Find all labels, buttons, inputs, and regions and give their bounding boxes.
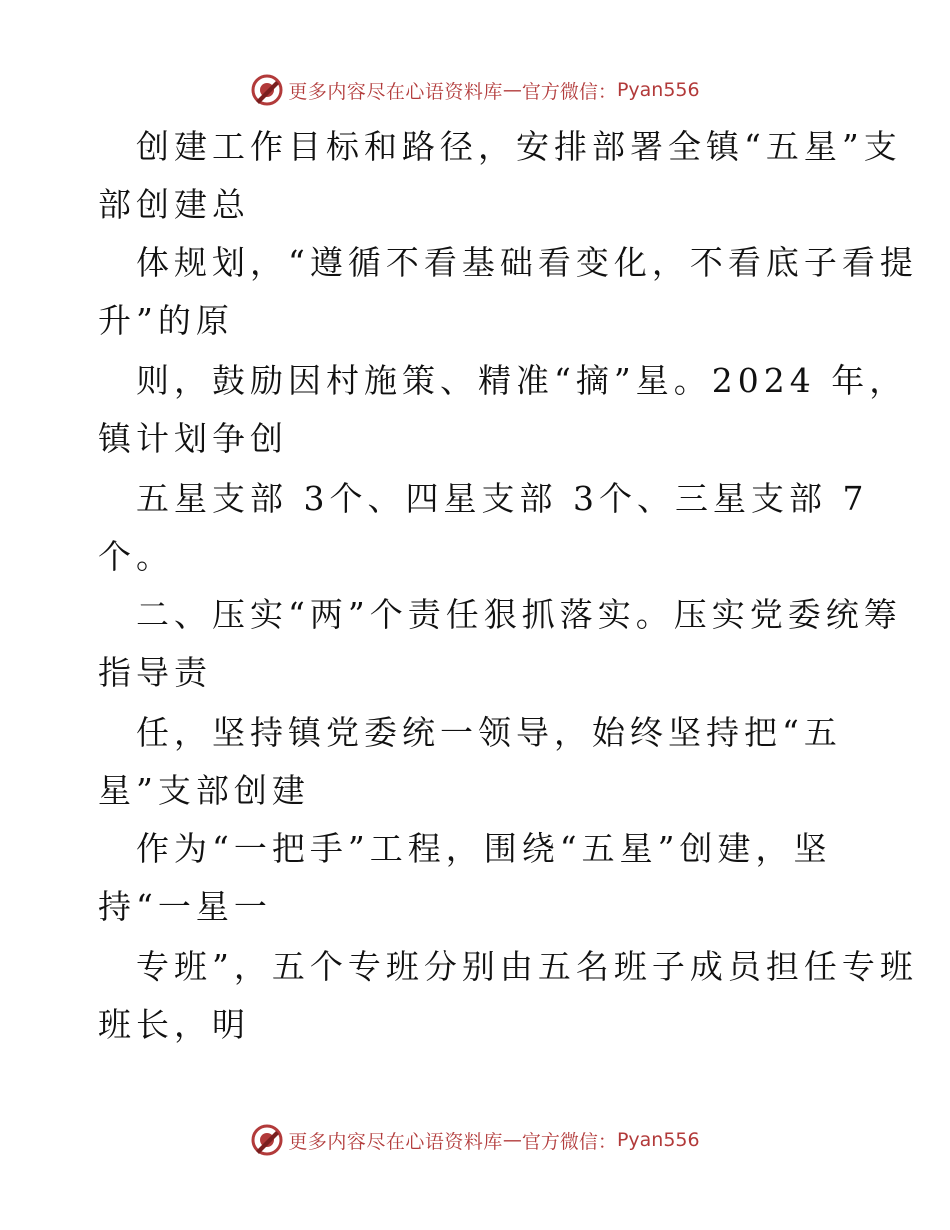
text-line: 镇计划争创: [98, 419, 288, 458]
text-line: 班长，明: [98, 1005, 250, 1044]
text-line: 指导责: [98, 653, 212, 692]
footer-separator: —: [502, 1129, 522, 1151]
text-line: 部创建总: [98, 185, 250, 224]
header-wechat-id: Pyan556: [616, 79, 700, 101]
text-line: 则，鼓励因村施策、精准“摘”星。2024 年，: [136, 361, 908, 400]
text-line: 个。: [98, 537, 174, 576]
header-brand: 更多内容尽在心语资料库: [288, 80, 503, 103]
footer-wechat-id: Pyan556: [616, 1129, 700, 1151]
header-separator: —: [502, 79, 522, 101]
text-line: 任，坚持镇党委统一领导，始终坚持把“五: [136, 713, 842, 752]
text-line: 作为“一把手”工程，围绕“五星”创建，坚: [136, 829, 832, 868]
footer-wechat-label: 官方微信：: [521, 1130, 617, 1153]
header-banner: [0, 70, 950, 110]
text-line: 专班”，五个专班分别由五名班子成员担任专班: [136, 947, 918, 986]
text-line: 创建工作目标和路径，安排部署全镇“五星”支: [136, 127, 902, 166]
pen-logo-icon: [250, 1123, 284, 1157]
footer-brand: 更多内容尽在心语资料库: [288, 1130, 503, 1153]
text-line: 持“一星一: [98, 887, 272, 926]
pen-logo-icon: [250, 73, 284, 107]
text-line: 升”的原: [98, 301, 234, 340]
header-wechat-label: 官方微信：: [521, 80, 617, 103]
text-line: 二、压实“两”个责任狠抓落实。压实党委统筹: [136, 595, 902, 634]
text-line: 星”支部创建: [98, 771, 310, 810]
text-line: 五星支部 3个、四星支部 3个、三星支部 7: [136, 479, 869, 518]
footer-banner: [0, 1120, 950, 1160]
text-line: 体规划，“遵循不看基础看变化，不看底子看提: [136, 243, 918, 282]
